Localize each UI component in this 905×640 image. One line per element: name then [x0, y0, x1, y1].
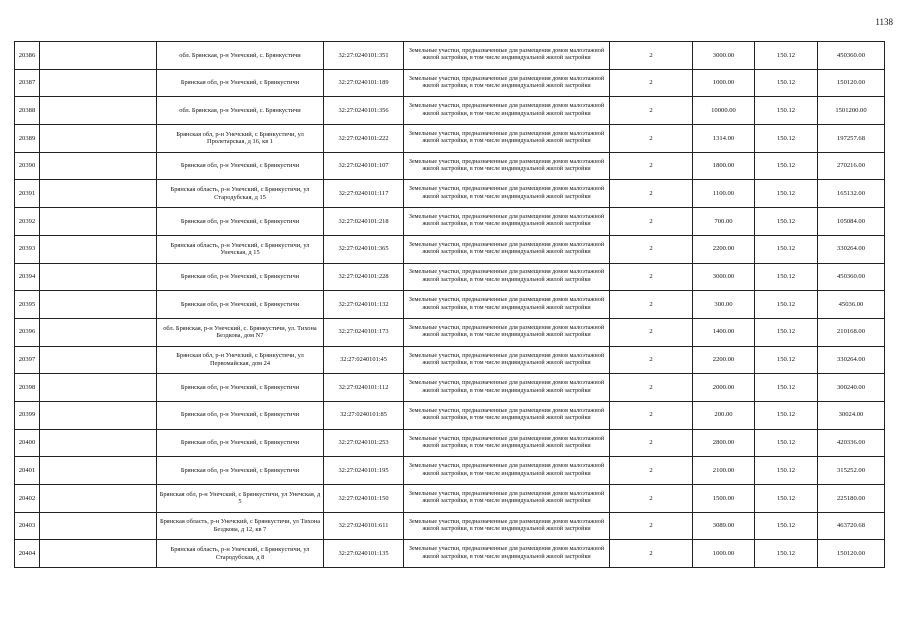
- address-cell: Брянская обл, р-н Унечский, с Брянкустичи, ул Унечская, д 5: [157, 485, 324, 513]
- cadastral-number-cell: 32:27:0240101:351: [324, 42, 404, 70]
- rate-cell: 150.12: [755, 401, 818, 429]
- address-cell: Брянская обл, р-н Унечский, с Брянкустичи: [157, 457, 324, 485]
- row-number: 20388: [15, 97, 40, 125]
- cadastral-value-cell: 300240.00: [818, 374, 885, 402]
- category-cell: 2: [610, 263, 693, 291]
- cadastral-value-cell: 1501200.00: [818, 97, 885, 125]
- row-number: 20395: [15, 291, 40, 319]
- land-use-cell: Земельные участки, предназначенные для размещения домов малоэтажной жилой застройки, в том числе индивидуальной жилой застройки: [404, 318, 610, 346]
- rate-cell: 150.12: [755, 235, 818, 263]
- land-use-cell: Земельные участки, предназначенные для размещения домов малоэтажной жилой застройки, в том числе индивидуальной жилой застройки: [404, 263, 610, 291]
- empty-cell: [40, 346, 157, 374]
- cadastral-number-cell: 32:27:0240101:356: [324, 97, 404, 125]
- address-cell: Брянская область, р-н Унечский, с Брянкустичи, ул Тихона Бездкова, д 12, кв 7: [157, 512, 324, 540]
- empty-cell: [40, 457, 157, 485]
- table-row: [15, 540, 885, 568]
- land-use-cell: Земельные участки, предназначенные для размещения домов малоэтажной жилой застройки, в том числе индивидуальной жилой застройки: [404, 540, 610, 568]
- category-cell: 2: [610, 125, 693, 153]
- rate-cell: 150.12: [755, 263, 818, 291]
- area-cell: 2000.00: [693, 374, 755, 402]
- cadastral-number-cell: 32:27:0240101:117: [324, 180, 404, 208]
- land-use-cell: Земельные участки, предназначенные для размещения домов малоэтажной жилой застройки, в том числе индивидуальной жилой застройки: [404, 235, 610, 263]
- land-use-cell: Земельные участки, предназначенные для размещения домов малоэтажной жилой застройки, в том числе индивидуальной жилой застройки: [404, 291, 610, 319]
- category-cell: 2: [610, 69, 693, 97]
- cadastral-value-cell: 330264.00: [818, 346, 885, 374]
- address-cell: Брянская обл, р-н Унечский, с Брянкустичи: [157, 401, 324, 429]
- empty-cell: [40, 318, 157, 346]
- rate-cell: 150.12: [755, 346, 818, 374]
- rate-cell: 150.12: [755, 429, 818, 457]
- land-use-cell: Земельные участки, предназначенные для размещения домов малоэтажной жилой застройки, в том числе индивидуальной жилой застройки: [404, 457, 610, 485]
- cadastral-value-cell: 30024.00: [818, 401, 885, 429]
- cadastral-value-cell: 210168.00: [818, 318, 885, 346]
- cadastral-value-cell: 420336.00: [818, 429, 885, 457]
- cadastral-value-cell: 197257.68: [818, 125, 885, 153]
- area-cell: 1100.00: [693, 180, 755, 208]
- category-cell: 2: [610, 457, 693, 485]
- land-use-cell: Земельные участки, предназначенные для размещения домов малоэтажной жилой застройки, в том числе индивидуальной жилой застройки: [404, 42, 610, 70]
- table-row: [15, 457, 885, 485]
- table-row: [15, 69, 885, 97]
- table-row: [15, 152, 885, 180]
- category-cell: 2: [610, 208, 693, 236]
- cadastral-number-cell: 32:27:0240101:611: [324, 512, 404, 540]
- category-cell: 2: [610, 42, 693, 70]
- cadastral-number-cell: 32:27:0240101:45: [324, 346, 404, 374]
- category-cell: 2: [610, 429, 693, 457]
- category-cell: 2: [610, 97, 693, 125]
- address-cell: обл. Брянская, р-н Унечский, с. Брянкустичи: [157, 97, 324, 125]
- area-cell: 200.00: [693, 401, 755, 429]
- empty-cell: [40, 152, 157, 180]
- address-cell: обл. Брянская, р-н Унечский, с. Брянкустичи: [157, 42, 324, 70]
- address-cell: Брянская область, р-н Унечский, с Брянкустичи, ул Стародубская, д 8: [157, 540, 324, 568]
- rate-cell: 150.12: [755, 485, 818, 513]
- rate-cell: 150.12: [755, 374, 818, 402]
- area-cell: 3000.00: [693, 42, 755, 70]
- land-use-cell: Земельные участки, предназначенные для размещения домов малоэтажной жилой застройки, в том числе индивидуальной жилой застройки: [404, 208, 610, 236]
- table-row: [15, 263, 885, 291]
- empty-cell: [40, 69, 157, 97]
- table-row: [15, 485, 885, 513]
- table-row: [15, 208, 885, 236]
- row-number: 20396: [15, 318, 40, 346]
- row-number: 20402: [15, 485, 40, 513]
- cadastral-value-cell: 330264.00: [818, 235, 885, 263]
- cadastral-number-cell: 32:27:0240101:132: [324, 291, 404, 319]
- row-number: 20391: [15, 180, 40, 208]
- area-cell: 1800.00: [693, 152, 755, 180]
- rate-cell: 150.12: [755, 512, 818, 540]
- cadastral-value-cell: 270216.00: [818, 152, 885, 180]
- rate-cell: 150.12: [755, 457, 818, 485]
- rate-cell: 150.12: [755, 540, 818, 568]
- row-number: 20390: [15, 152, 40, 180]
- address-cell: Брянская область, р-н Унечский, с Брянкустичи, ул Стародубская, д 15: [157, 180, 324, 208]
- land-use-cell: Земельные участки, предназначенные для размещения домов малоэтажной жилой застройки, в том числе индивидуальной жилой застройки: [404, 69, 610, 97]
- category-cell: 2: [610, 291, 693, 319]
- category-cell: 2: [610, 318, 693, 346]
- table-row: [15, 318, 885, 346]
- rate-cell: 150.12: [755, 152, 818, 180]
- rate-cell: 150.12: [755, 69, 818, 97]
- empty-cell: [40, 401, 157, 429]
- table-body: [15, 42, 885, 568]
- category-cell: 2: [610, 512, 693, 540]
- table-row: [15, 374, 885, 402]
- empty-cell: [40, 374, 157, 402]
- rate-cell: 150.12: [755, 318, 818, 346]
- row-number: 20403: [15, 512, 40, 540]
- cadastral-value-cell: 315252.00: [818, 457, 885, 485]
- land-use-cell: Земельные участки, предназначенные для размещения домов малоэтажной жилой застройки, в том числе индивидуальной жилой застройки: [404, 346, 610, 374]
- cadastral-number-cell: 32:27:0240101:135: [324, 540, 404, 568]
- row-number: 20404: [15, 540, 40, 568]
- address-cell: Брянская обл, р-н Унечский, с Брянкустичи, ул Пролетарская, д 16, кв 1: [157, 125, 324, 153]
- cadastral-value-cell: 105084.00: [818, 208, 885, 236]
- row-number: 20389: [15, 125, 40, 153]
- empty-cell: [40, 429, 157, 457]
- cadastral-value-cell: 450360.00: [818, 263, 885, 291]
- empty-cell: [40, 235, 157, 263]
- table-row: [15, 291, 885, 319]
- area-cell: 3000.00: [693, 263, 755, 291]
- cadastral-number-cell: 32:27:0240101:228: [324, 263, 404, 291]
- empty-cell: [40, 42, 157, 70]
- area-cell: 1400.00: [693, 318, 755, 346]
- empty-cell: [40, 291, 157, 319]
- land-use-cell: Земельные участки, предназначенные для размещения домов малоэтажной жилой застройки, в том числе индивидуальной жилой застройки: [404, 485, 610, 513]
- area-cell: 2800.00: [693, 429, 755, 457]
- table-row: [15, 429, 885, 457]
- category-cell: 2: [610, 485, 693, 513]
- area-cell: 2200.00: [693, 346, 755, 374]
- empty-cell: [40, 512, 157, 540]
- land-use-cell: Земельные участки, предназначенные для размещения домов малоэтажной жилой застройки, в том числе индивидуальной жилой застройки: [404, 180, 610, 208]
- category-cell: 2: [610, 374, 693, 402]
- cadastral-value-cell: 150120.00: [818, 540, 885, 568]
- area-cell: 1314.00: [693, 125, 755, 153]
- table-row: [15, 180, 885, 208]
- area-cell: 10000.00: [693, 97, 755, 125]
- cadastral-value-cell: 150120.00: [818, 69, 885, 97]
- rate-cell: 150.12: [755, 180, 818, 208]
- land-use-cell: Земельные участки, предназначенные для размещения домов малоэтажной жилой застройки, в том числе индивидуальной жилой застройки: [404, 97, 610, 125]
- table-row: [15, 97, 885, 125]
- land-use-cell: Земельные участки, предназначенные для размещения домов малоэтажной жилой застройки, в том числе индивидуальной жилой застройки: [404, 152, 610, 180]
- address-cell: Брянская область, р-н Унечский, с Брянкустичи, ул Унечская, д 15: [157, 235, 324, 263]
- area-cell: 2100.00: [693, 457, 755, 485]
- row-number: 20401: [15, 457, 40, 485]
- category-cell: 2: [610, 152, 693, 180]
- table-row: [15, 42, 885, 70]
- address-cell: Брянская обл, р-н Унечский, с Брянкустичи: [157, 374, 324, 402]
- area-cell: 1000.00: [693, 69, 755, 97]
- rate-cell: 150.12: [755, 208, 818, 236]
- table-row: [15, 125, 885, 153]
- land-use-cell: Земельные участки, предназначенные для размещения домов малоэтажной жилой застройки, в том числе индивидуальной жилой застройки: [404, 401, 610, 429]
- cadastral-value-cell: 225180.00: [818, 485, 885, 513]
- cadastral-number-cell: 32:27:0240101:195: [324, 457, 404, 485]
- table-row: [15, 512, 885, 540]
- category-cell: 2: [610, 540, 693, 568]
- land-registry-table: [14, 41, 885, 568]
- area-cell: 1000.00: [693, 540, 755, 568]
- rate-cell: 150.12: [755, 291, 818, 319]
- table-row: [15, 235, 885, 263]
- row-number: 20386: [15, 42, 40, 70]
- cadastral-number-cell: 32:27:0240101:150: [324, 485, 404, 513]
- row-number: 20392: [15, 208, 40, 236]
- category-cell: 2: [610, 235, 693, 263]
- land-use-cell: Земельные участки, предназначенные для размещения домов малоэтажной жилой застройки, в том числе индивидуальной жилой застройки: [404, 512, 610, 540]
- category-cell: 2: [610, 401, 693, 429]
- rate-cell: 150.12: [755, 125, 818, 153]
- cadastral-number-cell: 32:27:0240101:253: [324, 429, 404, 457]
- category-cell: 2: [610, 180, 693, 208]
- row-number: 20399: [15, 401, 40, 429]
- address-cell: Брянская обл, р-н Унечский, с Брянкустичи: [157, 69, 324, 97]
- land-use-cell: Земельные участки, предназначенные для размещения домов малоэтажной жилой застройки, в том числе индивидуальной жилой застройки: [404, 374, 610, 402]
- cadastral-number-cell: 32:27:0240101:222: [324, 125, 404, 153]
- land-use-cell: Земельные участки, предназначенные для размещения домов малоэтажной жилой застройки, в том числе индивидуальной жилой застройки: [404, 125, 610, 153]
- cadastral-number-cell: 32:27:0240101:85: [324, 401, 404, 429]
- area-cell: 700.00: [693, 208, 755, 236]
- cadastral-value-cell: 450360.00: [818, 42, 885, 70]
- address-cell: обл. Брянская, р-н Унечский, с. Брянкустичи, ул. Тихона Бездкова, дом N7: [157, 318, 324, 346]
- land-use-cell: Земельные участки, предназначенные для размещения домов малоэтажной жилой застройки, в том числе индивидуальной жилой застройки: [404, 429, 610, 457]
- empty-cell: [40, 97, 157, 125]
- cadastral-value-cell: 165132.00: [818, 180, 885, 208]
- cadastral-number-cell: 32:27:0240101:107: [324, 152, 404, 180]
- empty-cell: [40, 263, 157, 291]
- table-row: [15, 346, 885, 374]
- address-cell: Брянская обл, р-н Унечский, с Брянкустичи: [157, 429, 324, 457]
- area-cell: 300.00: [693, 291, 755, 319]
- address-cell: Брянская обл, р-н Унечский, с Брянкустичи: [157, 152, 324, 180]
- table-row: [15, 401, 885, 429]
- address-cell: Брянская обл, р-н Унечский, с Брянкустичи: [157, 208, 324, 236]
- empty-cell: [40, 540, 157, 568]
- empty-cell: [40, 208, 157, 236]
- cadastral-number-cell: 32:27:0240101:189: [324, 69, 404, 97]
- empty-cell: [40, 125, 157, 153]
- row-number: 20400: [15, 429, 40, 457]
- address-cell: Брянская обл, р-н Унечский, с Брянкустичи: [157, 263, 324, 291]
- cadastral-value-cell: 463720.68: [818, 512, 885, 540]
- page-number: 1138: [875, 17, 893, 27]
- cadastral-value-cell: 45036.00: [818, 291, 885, 319]
- rate-cell: 150.12: [755, 42, 818, 70]
- empty-cell: [40, 485, 157, 513]
- area-cell: 2200.00: [693, 235, 755, 263]
- row-number: 20398: [15, 374, 40, 402]
- cadastral-number-cell: 32:27:0240101:173: [324, 318, 404, 346]
- cadastral-number-cell: 32:27:0240101:218: [324, 208, 404, 236]
- empty-cell: [40, 180, 157, 208]
- row-number: 20387: [15, 69, 40, 97]
- area-cell: 1500.00: [693, 485, 755, 513]
- rate-cell: 150.12: [755, 97, 818, 125]
- category-cell: 2: [610, 346, 693, 374]
- cadastral-number-cell: 32:27:0240101:365: [324, 235, 404, 263]
- address-cell: Брянская обл, р-н Унечский, с Брянкустичи, ул Первомайская, дом 24: [157, 346, 324, 374]
- row-number: 20393: [15, 235, 40, 263]
- row-number: 20397: [15, 346, 40, 374]
- address-cell: Брянская обл, р-н Унечский, с Брянкустичи: [157, 291, 324, 319]
- row-number: 20394: [15, 263, 40, 291]
- area-cell: 3089.00: [693, 512, 755, 540]
- cadastral-number-cell: 32:27:0240101:112: [324, 374, 404, 402]
